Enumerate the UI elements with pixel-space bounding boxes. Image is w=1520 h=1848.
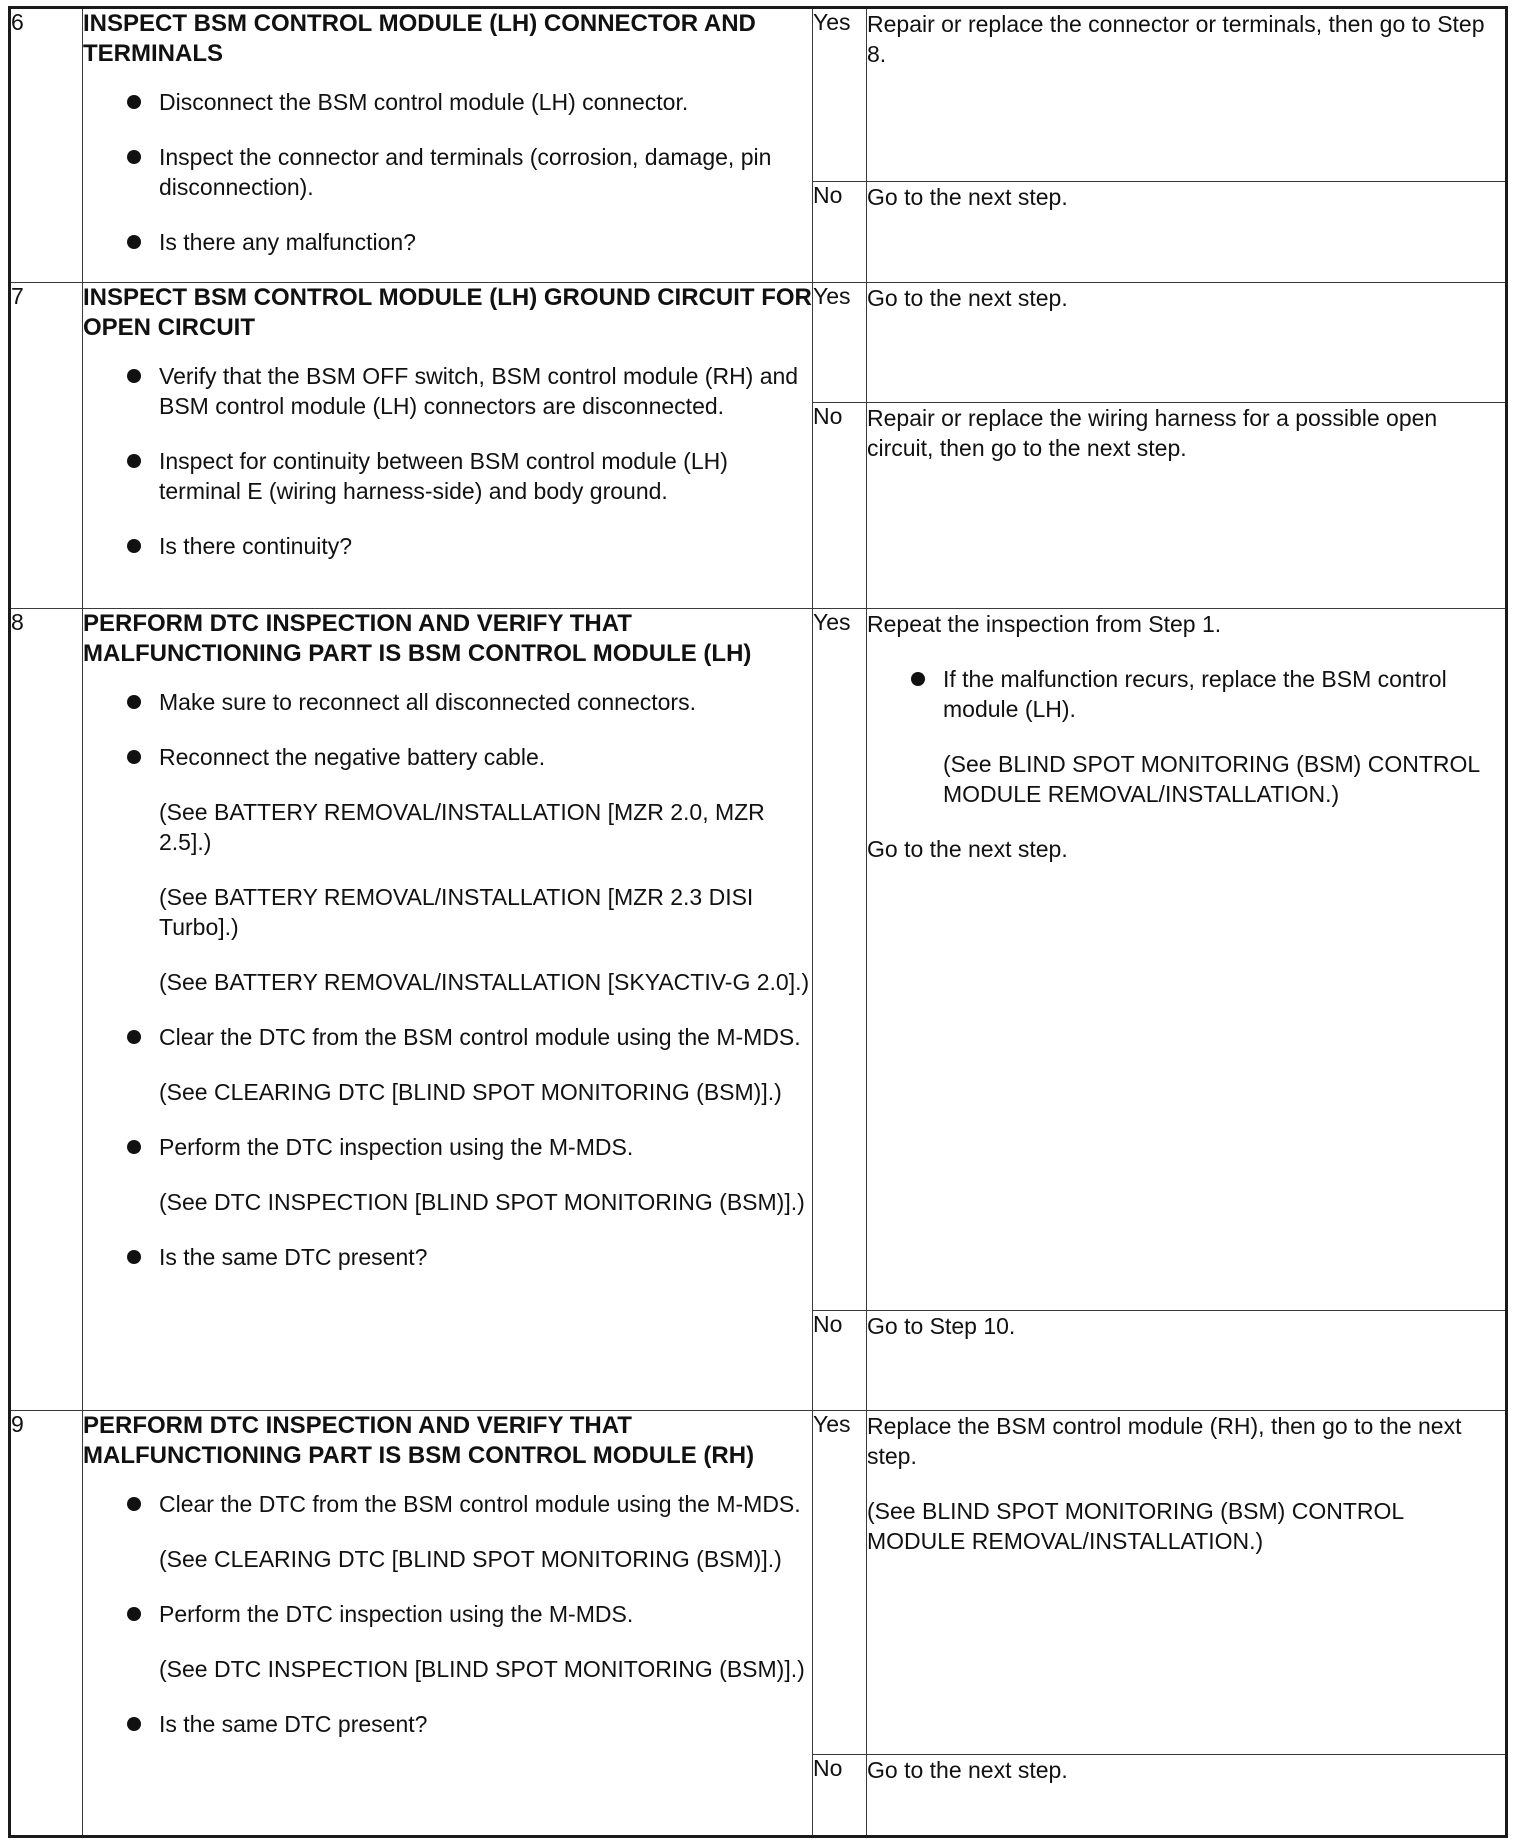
step-number: 8 — [10, 609, 83, 1411]
step-bullets — [83, 1489, 812, 1739]
bullet-text: Make sure to reconnect all disconnected connectors. — [159, 689, 696, 715]
bullet-item — [83, 1709, 812, 1739]
step-number: 9 — [10, 1411, 83, 1837]
result-text: Repair or replace the connector or terminals, then go to Step 8. — [867, 11, 1485, 67]
step-title: INSPECT BSM CONTROL MODULE (LH) GROUND CIRCUIT FOR OPEN CIRCUIT — [83, 284, 812, 341]
result-text: Go to the next step. — [867, 183, 1068, 210]
bullet-item — [83, 1489, 812, 1574]
bullet-text: Disconnect the BSM control module (LH) connector. — [159, 89, 689, 115]
result-text: Go to Step 10. — [867, 1313, 1016, 1339]
result-text: Go to the next step. — [867, 836, 1068, 862]
step-7-yes-row — [10, 283, 1507, 403]
result-bullet-text: If the malfunction recurs, replace the BSM control module (LH). — [943, 666, 1447, 722]
no-result — [867, 1755, 1507, 1837]
bullet-item — [83, 687, 812, 717]
bullet-item — [83, 87, 812, 117]
reference-text: (See CLEARING DTC [BLIND SPOT MONITORING (BSM)].) — [159, 1079, 782, 1105]
step-action-cell — [83, 8, 813, 283]
result-text: Go to the next step. — [867, 1757, 1068, 1783]
bullet-item — [83, 446, 812, 506]
no-label: No — [813, 181, 867, 282]
step-action-cell — [83, 1411, 813, 1837]
yes-label: Yes — [813, 1411, 867, 1755]
yes-result — [867, 283, 1507, 403]
bullet-item — [83, 742, 812, 997]
bullet-text: Is there continuity? — [159, 533, 353, 559]
step-number: 7 — [10, 283, 83, 609]
no-label: No — [813, 1311, 867, 1411]
yes-result — [867, 1411, 1507, 1755]
bullet-text: Clear the DTC from the BSM control module using the M-MDS. — [159, 1491, 801, 1517]
step-9-yes-row — [10, 1411, 1507, 1755]
result-text: Go to the next step. — [867, 285, 1068, 311]
bullet-text: Is the same DTC present? — [159, 1711, 428, 1737]
step-action-cell — [83, 609, 813, 1411]
bullet-item — [83, 361, 812, 421]
bullet-item — [83, 1022, 812, 1107]
reference-text: (See BATTERY REMOVAL/INSTALLATION [MZR 2.3 DISI Turbo].) — [159, 884, 754, 940]
bullet-text: Is there any malfunction? — [159, 229, 416, 255]
step-number: 6 — [10, 8, 83, 283]
no-label: No — [813, 1755, 867, 1837]
no-result — [867, 181, 1507, 282]
no-result — [867, 403, 1507, 609]
no-result — [867, 1311, 1507, 1411]
result-text: Repeat the inspection from Step 1. — [867, 611, 1222, 637]
step-title: PERFORM DTC INSPECTION AND VERIFY THAT MALFUNCTIONING PART IS BSM CONTROL MODULE (LH) — [83, 610, 752, 667]
step-8-yes-row — [10, 609, 1507, 1311]
step-bullets — [83, 687, 812, 1272]
reference-text: (See BATTERY REMOVAL/INSTALLATION [MZR 2.0, MZR 2.5].) — [159, 799, 765, 855]
bullet-text: Perform the DTC inspection using the M-MDS. — [159, 1601, 634, 1627]
bullet-item — [83, 142, 812, 202]
no-label: No — [813, 403, 867, 609]
reference-text: (See BLIND SPOT MONITORING (BSM) CONTROL MODULE REMOVAL/INSTALLATION.) — [867, 1498, 1404, 1554]
step-title: PERFORM DTC INSPECTION AND VERIFY THAT MALFUNCTIONING PART IS BSM CONTROL MODULE (RH) — [83, 1412, 755, 1469]
result-bullet — [867, 664, 1505, 809]
result-text: Replace the BSM control module (RH), then go to the next step. — [867, 1413, 1462, 1469]
bullet-item — [83, 1599, 812, 1684]
bullet-item — [83, 1132, 812, 1217]
reference-text: (See DTC INSPECTION [BLIND SPOT MONITORING (BSM)].) — [159, 1189, 805, 1215]
step-6-yes-row — [10, 8, 1507, 182]
bullet-item — [83, 227, 812, 257]
reference-text: (See DTC INSPECTION [BLIND SPOT MONITORING (BSM)].) — [159, 1656, 805, 1682]
bullet-text: Verify that the BSM OFF switch, BSM control module (RH) and BSM control module (LH) connectors are disconnected. — [159, 363, 799, 419]
bullet-text: Inspect for continuity between BSM control module (LH) terminal E (wiring harness-side) and body ground. — [159, 448, 728, 504]
bullet-item — [83, 531, 812, 561]
yes-result — [867, 609, 1507, 1311]
step-title: INSPECT BSM CONTROL MODULE (LH) CONNECTOR AND TERMINALS — [83, 10, 756, 67]
diagnostic-procedure-table — [8, 6, 1508, 1838]
bullet-item — [83, 1242, 812, 1272]
yes-label: Yes — [813, 283, 867, 403]
yes-result — [867, 8, 1507, 182]
bullet-text: Is the same DTC present? — [159, 1244, 428, 1270]
reference-text: (See BATTERY REMOVAL/INSTALLATION [SKYACTIV-G 2.0].) — [159, 969, 810, 995]
step-action-cell — [83, 283, 813, 609]
step-bullets — [83, 361, 812, 561]
yes-label: Yes — [813, 8, 867, 182]
result-text: Repair or replace the wiring harness for a possible open circuit, then go to the next step. — [867, 405, 1438, 461]
bullet-text: Inspect the connector and terminals (corrosion, damage, pin disconnection). — [159, 144, 772, 200]
reference-text: (See CLEARING DTC [BLIND SPOT MONITORING (BSM)].) — [159, 1546, 782, 1572]
bullet-text: Clear the DTC from the BSM control module using the M-MDS. — [159, 1024, 801, 1050]
yes-label: Yes — [813, 609, 867, 1311]
bullet-text: Perform the DTC inspection using the M-MDS. — [159, 1134, 634, 1160]
step-bullets — [83, 87, 812, 257]
bullet-text: Reconnect the negative battery cable. — [159, 744, 546, 770]
reference-text: (See BLIND SPOT MONITORING (BSM) CONTROL MODULE REMOVAL/INSTALLATION.) — [943, 751, 1480, 807]
